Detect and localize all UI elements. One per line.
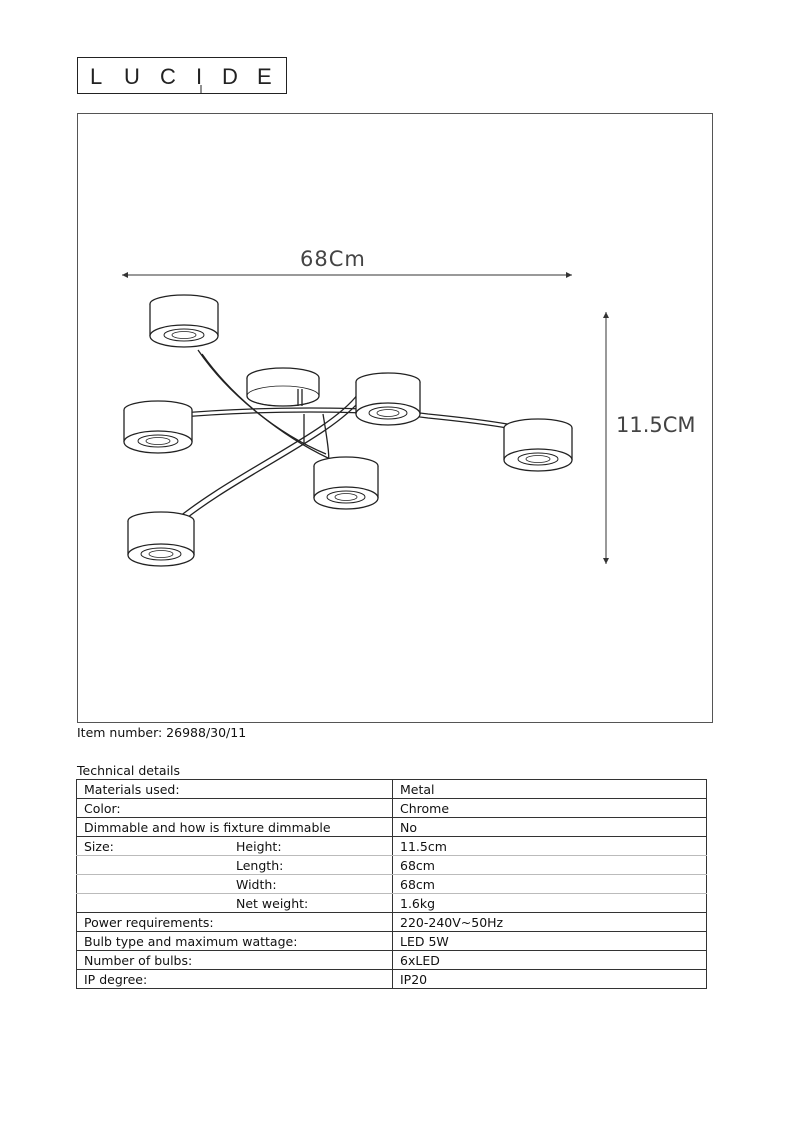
- spec-label: Number of bulbs:: [77, 951, 393, 970]
- spec-label: Dimmable and how is fixture dimmable: [77, 818, 393, 837]
- spec-value: 1.6kg: [393, 894, 707, 913]
- table-row: [77, 837, 707, 856]
- spec-value: LED 5W: [393, 932, 707, 951]
- table-row: [77, 875, 707, 894]
- lamp-head-3: [356, 373, 420, 425]
- table-row: [77, 799, 707, 818]
- spec-label: Materials used:: [77, 780, 393, 799]
- technical-details-table: [76, 779, 707, 989]
- spec-label-cell: [77, 856, 393, 875]
- logo-letter-c: C: [160, 64, 176, 89]
- logo-letter-l: L: [90, 64, 103, 89]
- spec-label: Size:: [84, 838, 114, 854]
- product-drawing-frame: [77, 113, 713, 723]
- table-row: [77, 780, 707, 799]
- spec-value: Metal: [393, 780, 707, 799]
- spec-value: IP20: [393, 970, 707, 989]
- lucide-logo: [77, 57, 287, 94]
- spec-label-cell: [77, 894, 393, 913]
- spec-label-cell: [77, 875, 393, 894]
- table-row: [77, 932, 707, 951]
- width-dimension-label: 68Cm: [300, 247, 366, 271]
- spec-value: Chrome: [393, 799, 707, 818]
- spec-label: Power requirements:: [77, 913, 393, 932]
- lamp-head-1: [150, 295, 218, 347]
- spec-value: 11.5cm: [393, 837, 707, 856]
- logo-letter-d: D: [222, 64, 238, 89]
- spec-sublabel: Height:: [236, 838, 282, 854]
- spec-label-cell: [77, 837, 393, 856]
- spec-value: 220-240V~50Hz: [393, 913, 707, 932]
- lamp-head-4: [504, 419, 572, 471]
- height-dimension-label: 11.5CM: [616, 413, 696, 437]
- table-row: [77, 894, 707, 913]
- lamp-heads: [124, 295, 572, 566]
- spec-value: 68cm: [393, 856, 707, 875]
- logo-letter-u: U: [124, 64, 140, 89]
- lamp-head-2: [124, 401, 192, 453]
- item-number: Item number: 26988/30/11: [77, 725, 247, 740]
- spec-label: Bulb type and maximum wattage:: [77, 932, 393, 951]
- spec-sublabel: Net weight:: [236, 895, 309, 911]
- spec-value: 6xLED: [393, 951, 707, 970]
- spec-sublabel: Length:: [236, 857, 284, 873]
- logo-letter-e: E: [257, 64, 272, 89]
- logo-letter-i: I: [196, 64, 203, 89]
- product-drawing: [78, 114, 714, 724]
- spec-value: 68cm: [393, 875, 707, 894]
- spec-label: Color:: [77, 799, 393, 818]
- table-row: [77, 818, 707, 837]
- table-row: [77, 856, 707, 875]
- table-row: [77, 913, 707, 932]
- table-row: [77, 970, 707, 989]
- spec-value: No: [393, 818, 707, 837]
- spec-sublabel: Width:: [236, 876, 277, 892]
- lamp-head-6: [128, 512, 194, 566]
- lamp-head-5: [314, 457, 378, 509]
- technical-details-heading: Technical details: [77, 763, 181, 778]
- table-row: [77, 951, 707, 970]
- spec-label: IP degree:: [77, 970, 393, 989]
